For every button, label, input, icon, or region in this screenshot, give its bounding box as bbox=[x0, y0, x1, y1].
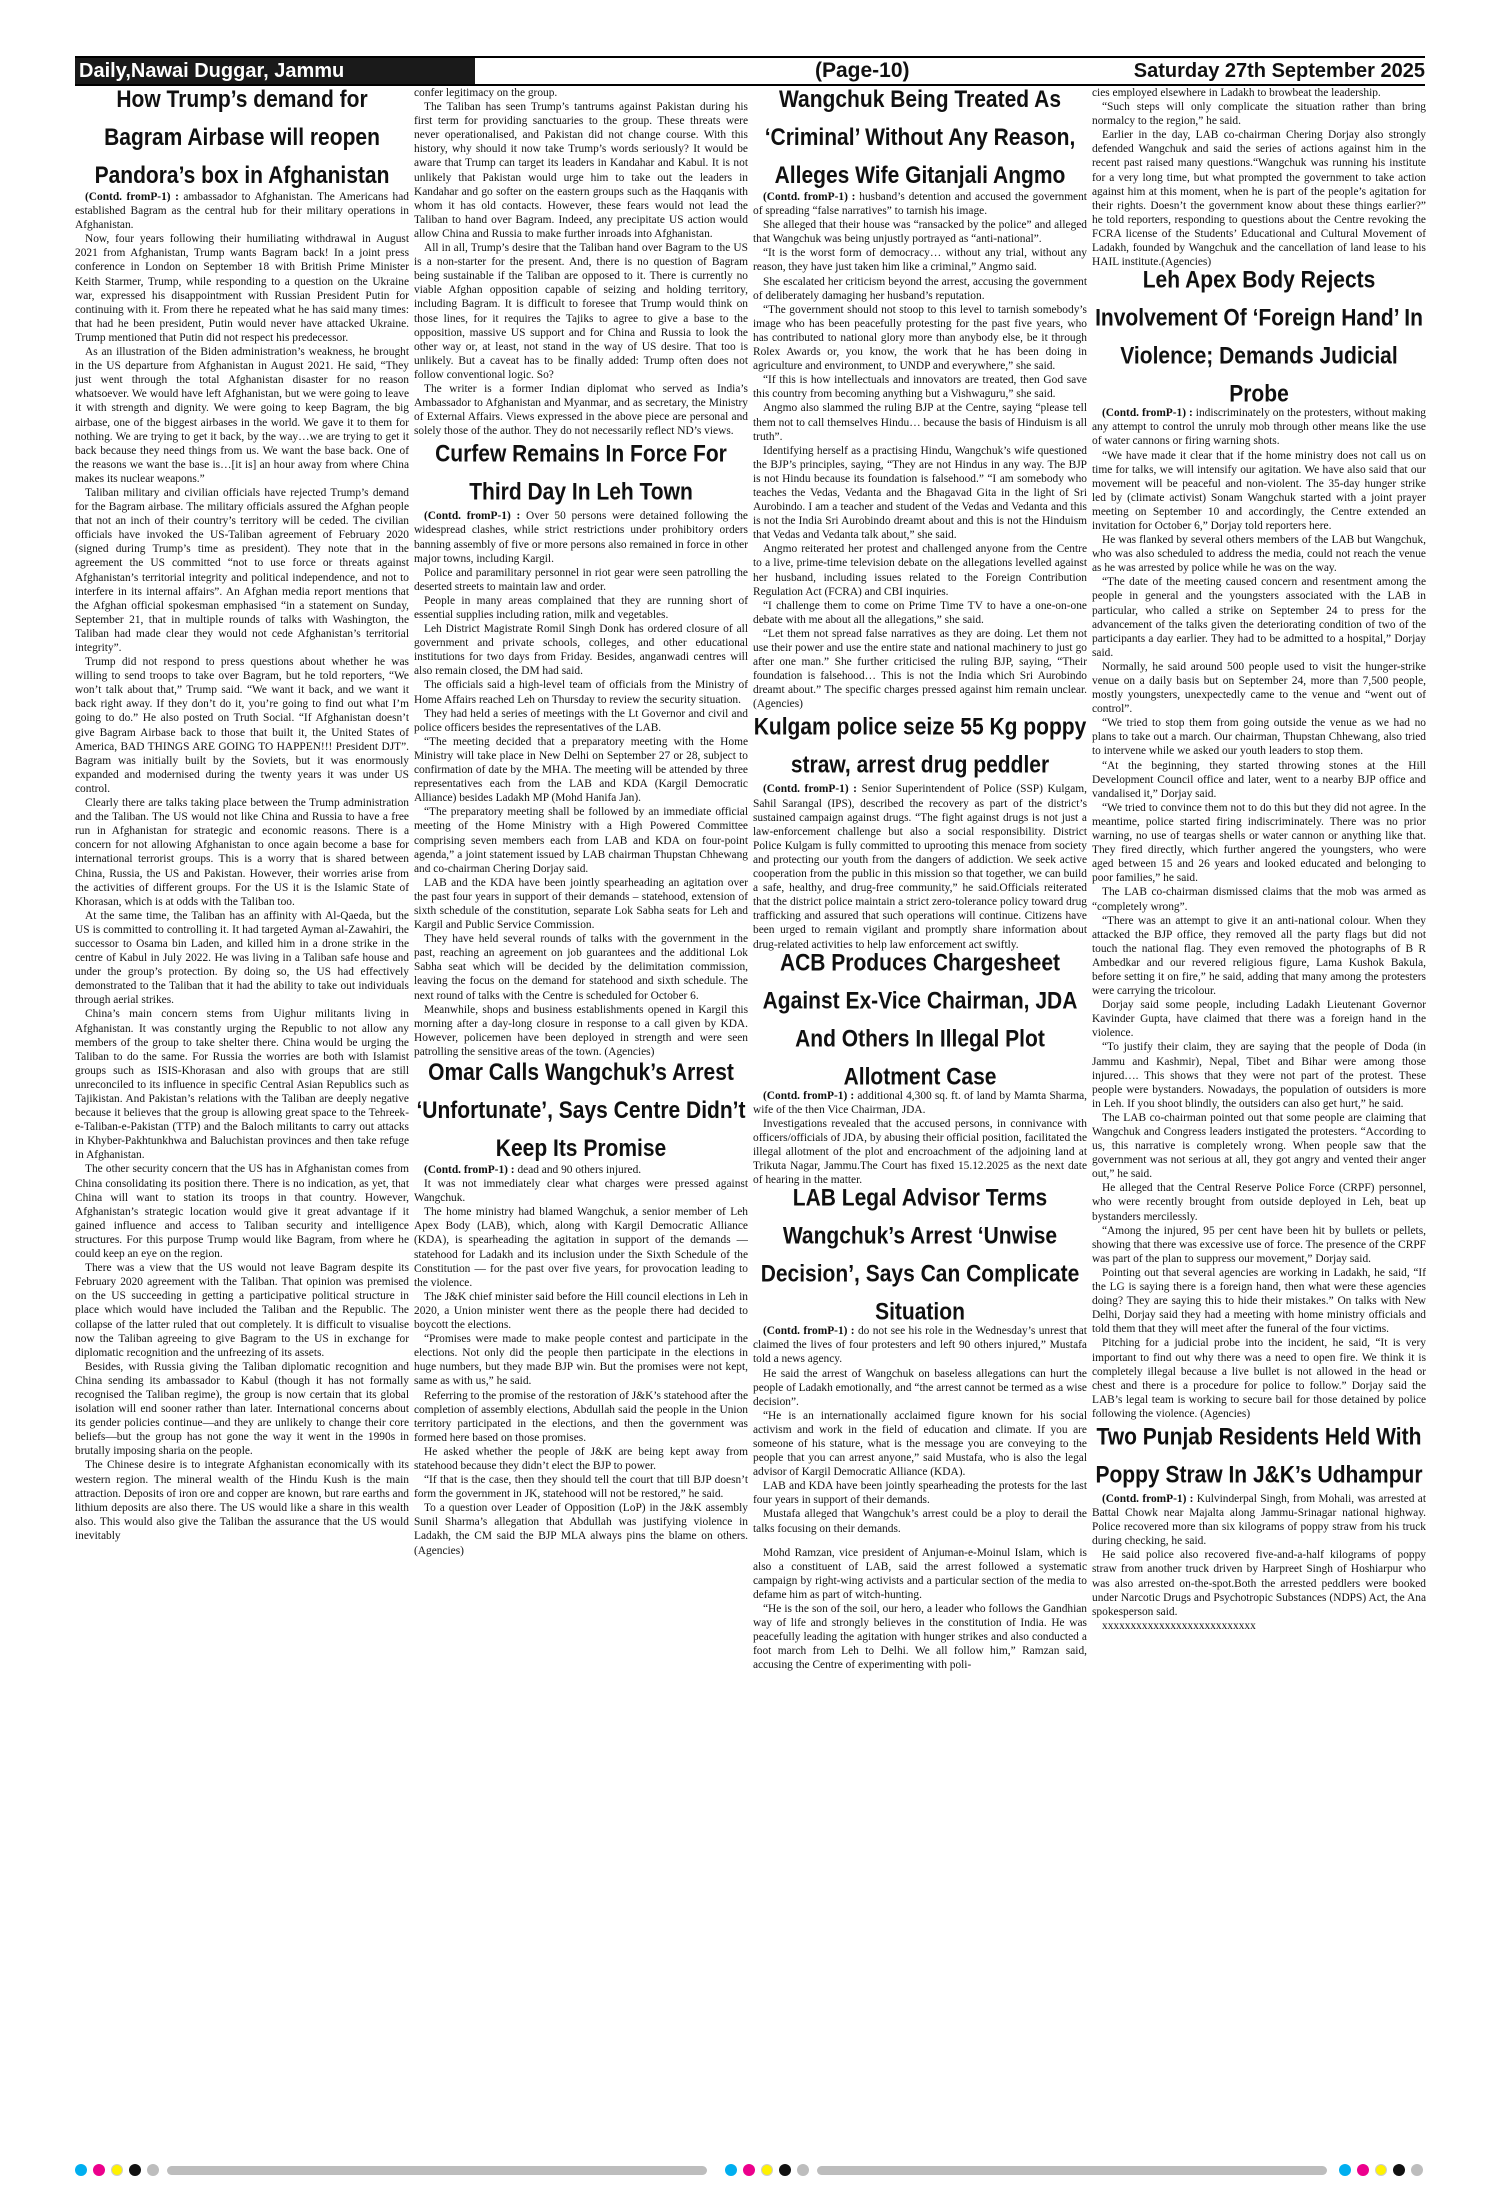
article-paragraph: “He is an internationally acclaimed figure known for his social activism and work in the field of education and climate. If you are someone of his stature, what is the message you are conveying to the people that you can arrest anyone,” said Mustafa, who is also the legal advisor of Kargil Democratic Alliance (KDA). bbox=[753, 1409, 1087, 1479]
article-paragraph: (Contd. fromP-1) : Over 50 persons were detained following the widespread clashes, while strict restrictions under prohibitory orders banning assembly of five or more persons also remained in force in other major towns, including Kargil. bbox=[414, 510, 748, 565]
article-paragraph: She escalated her criticism beyond the arrest, accusing the government of deliberately damaging her husband’s reputation. bbox=[753, 275, 1087, 302]
registration-dot bbox=[129, 2164, 141, 2176]
registration-dot bbox=[1357, 2164, 1369, 2176]
article-paragraph: Taliban military and civilian officials have rejected Trump’s demand for the Bagram airbase. The military officials assured the Afghan people that not an inch of their country’s territory will be ceded. The civilian officials have invoked the US-Taliban agreement of February 2020 (signed during Trump’s time as president). They note that in the agreement the US committed “not to use force or threats against Afghanistan’s territorial integrity and political independence, and not to interfere in its internal affairs”. An Afghan media report mentions that the Afghan official spokesman emphasised “in a statement on Sunday, September 21, that in multiple rounds of talks with Washington, the Taliban had made clear they would not cede Afghanistan’s territorial integrity”. bbox=[75, 486, 409, 654]
article-paragraph: Investigations revealed that the accused persons, in connivance with officers/officials of JDA, by abusing their official position, facilitated the illegal allotment of the plot and encroachment of the adjoining land at Trikuta Nagar, Jammu.The Court has fixed 15.12.2025 as the next date of hearing in the matter. bbox=[753, 1117, 1087, 1187]
registration-dot bbox=[797, 2164, 809, 2176]
headline-lab-legal: LAB Legal Advisor Terms Wangchuk’s Arrest ‘Unwise Decision’, Says Can Complicate Situation bbox=[760, 1185, 1080, 1326]
article-paragraph: The Taliban has seen Trump’s tantrums against Pakistan during his first term for providing sanctuaries to the group. These threats were never operationalised, and Pakistan did not change course. With this history, why should it now take Trump’s words seriously? It would be aware that Trump can target its leaders in Kandahar and Kabul. It is not unlikely that Pakistan would urge him to take out the leaders in Kandahar and go softer on the eastern groups such as the Haqqanis with whom it has old contacts. However, these fears would not lead the Taliban to hand over Bagram. Indeed, any precipitate US action would allow China and Russia to make further inroads into Afghanistan. bbox=[414, 101, 748, 240]
headline-acb: ACB Produces Chargesheet Against Ex-Vice Chairman, JDA And Others In Illegal Plot Allotment Case bbox=[762, 949, 1078, 1090]
article-paragraph: To a question over Leader of Opposition (LoP) in the J&K assembly Sunil Sharma’s allegation that Abdullah was justifying violence in Ladakh, the CM said the BJP MLA always pins the blame on others. (Agencies) bbox=[414, 1502, 748, 1557]
column-1 bbox=[75, 86, 409, 2146]
column-2 bbox=[414, 86, 748, 2146]
article-paragraph: Normally, he said around 500 people used to visit the hunger-strike venue on a daily basis but on September 24, more than 7,500 people, mostly youngsters, unexpectedly came to the venue and “went out of control”. bbox=[1092, 660, 1426, 716]
headline-curfew: Curfew Remains In Force For Third Day In Leh Town bbox=[435, 441, 727, 506]
article-paragraph: “Promises were made to make people contest and participate in the elections. Not only did the people then participate in the elections in huge numbers, but they made BJP win. But the promises were not kept, same as with us,” he said. bbox=[414, 1333, 748, 1388]
article-paragraph: “The date of the meeting caused concern and resentment among the people in general and the youngsters associated with the LAB in particular, who called a strike on September 24 to press for the advancement of the talks given the deteriorating condition of two of the participants a day earlier. They had to be admitted to a hospital,” Dorjay said. bbox=[1092, 576, 1426, 659]
contd-label: (Contd. fromP-1) : bbox=[763, 1325, 855, 1338]
registration-dot bbox=[93, 2164, 105, 2176]
article-paragraph: Police and paramilitary personnel in riot gear were seen patrolling the deserted streets to maintain law and order. bbox=[414, 566, 748, 593]
article-paragraph: Identifying herself as a practising Hindu, Wangchuk’s wife questioned the BJP’s principles, saying, “They are not Hindus in any way. The BJP is not Hindu because its foundation is falsehood.” “I am somebody who teaches the Vedas, Vedanta and the Bhagavad Gita in the light of Sri Aurobindo. I am a teacher and student of the Vedas and Vedanta and this is not the India Sri Aurobindo dreamt about and this is not the Hinduism that Vedas and Vedanta talk about,” she said. bbox=[753, 444, 1087, 542]
headline-kulgam: Kulgam police seize 55 Kg poppy straw, arrest drug peddler bbox=[753, 714, 1087, 779]
headline-punjab-residents: Two Punjab Residents Held With Poppy Straw In J&K’s Udhampur bbox=[1095, 1423, 1423, 1489]
article-paragraph: “We tried to convince them not to do this but they did not agree. In the meantime, police started firing indiscriminately. There was no prior warning, no use of teargas shells or water cannon or anything like that. They fired directly, which further angered the youngsters, who were aged between 15 and 26 years and looked educated and belonging to poor families,” he said. bbox=[1092, 801, 1426, 885]
registration-dot bbox=[779, 2164, 791, 2176]
headline-bagram: How Trump’s demand for Bagram Airbase will reopen Pandora’s box in Afghanistan bbox=[94, 86, 390, 189]
article-paragraph: “At the beginning, they started throwing stones at the Hill Development Council office and later, went to a nearby BJP office and vandalised it,” Dorjay said. bbox=[1092, 759, 1426, 800]
article-paragraph: Leh District Magistrate Romil Singh Donk has ordered closure of all government and private schools, colleges, and other educational institutions for two days from Friday. Besides, anganwadi centres will also remain closed, the DM had said. bbox=[414, 623, 748, 678]
masthead-paper-name: Daily,Nawai Duggar, Jammu bbox=[75, 58, 475, 84]
article-paragraph: cies employed elsewhere in Ladakh to browbeat the leadership. bbox=[1092, 87, 1381, 99]
article-paragraph: The LAB co-chairman dismissed claims that the mob was armed as “completely wrong”. bbox=[1092, 886, 1426, 913]
article-paragraph: “We have made it clear that if the home ministry does not call us on time for talks, we will intensify our agitation. We have also said that our movement will be peaceful and non-violent. The 35-day hunger strike led by (climate activist) Sonam Wangchuk started with a joint prayer meeting on September 10 and accordingly, the Centre extended an invitation for October 6,” Dorjay told reporters here. bbox=[1092, 449, 1426, 532]
article-paragraph: She alleged that their house was “ransacked by the police” and alleged that Wangchuk was being unjustly portrayed as “anti-national”. bbox=[753, 219, 1087, 246]
article-paragraph: It was not immediately clear what charges were pressed against Wangchuk. bbox=[414, 1178, 748, 1205]
print-registration-bar bbox=[75, 2160, 1425, 2180]
article-paragraph: The LAB co-chairman pointed out that some people are claiming that Wangchuk and Congress leaders instigated the protesters. “According to us, this narrative is completely wrong. When people saw that the government was not serious at all, they got angry and vented their anger out,” he said. bbox=[1092, 1111, 1426, 1181]
article-paragraph: (Contd. fromP-1) : Kulvinderpal Singh, from Mohali, was arrested at Battal Chowk near Majalta along Jammu-Srinagar national highway. Police recovered more than six kilograms of poppy straw from his truck during checking, he said. bbox=[1092, 1492, 1426, 1548]
article-paragraph: Angmo also slammed the ruling BJP at the Centre, saying “please tell them not to call themselves Hindu… because the basis of Hinduism is all truth”. bbox=[753, 402, 1087, 443]
article-paragraph: Trump did not respond to press questions about whether he was willing to send troops to take over Bagram, but he told reporters, “We won’t talk about that,” Trump said. “We want it back, and we want it back right away. If they don’t do it, you’re going to find out what I’m going to do.” He also posted on Truth Social. “If Afghanistan doesn’t give Bagram Airbase back to those that built it, the United States of America, BAD THINGS ARE GOING TO HAPPEN!!! President DJT”. Bagram was initially built by the Soviets, but it was enormously expanded and modernised during the twenty years it was under US control. bbox=[75, 656, 409, 795]
article-paragraph: Mohd Ramzan, vice president of Anjuman-e-Moinul Islam, which is also a constituent of LAB, said the arrest followed a systematic campaign by right-wing activists and a particular section of the media to defame him as part of witch-hunting. bbox=[753, 1546, 1087, 1601]
headline-omar: Omar Calls Wangchuk’s Arrest ‘Unfortunate’, Says Centre Didn’t Keep Its Promise bbox=[416, 1059, 746, 1162]
registration-dot bbox=[1411, 2164, 1423, 2176]
article-paragraph: There was a view that the US would not leave Bagram despite its February 2020 agreement with the Taliban. That opinion was premised on the US succeeding in getting a participative political structure in place which would have included the Taliban and the Republic. The collapse of the latter ruled that out completely. It is difficult to visualise now the Taliban agreeing to give Bagram to the US in exchange for diplomatic recognition and the unfreezing of its assets. bbox=[75, 1262, 409, 1359]
article-paragraph: “Such steps will only complicate the situation rather than bring normalcy to the region,” he said. bbox=[1092, 101, 1426, 128]
masthead bbox=[75, 56, 1425, 86]
article-paragraph: confer legitimacy on the group. bbox=[414, 87, 558, 99]
article-paragraph: The writer is a former Indian diplomat who served as India’s Ambassador to Afghanistan and Myanmar, and as secretary, the Ministry of External Affairs. Views expressed in the above piece are personal and solely those of the author. They do not necessarily reflect ND’s views. bbox=[414, 382, 748, 438]
article-paragraph: Earlier in the day, LAB co-chairman Chering Dorjay also strongly defended Wangchuk and said the series of actions against him in the recent past raised many questions.“Wangchuk was running his institute for a very long time, but what prompted the government to take action against him at this moment, when he is part of the people’s agitation for their rights. Doesn’t the government know about these things earlier?” he told reporters, responding to questions about the Centre revoking the FCRA license of the Students’ Educational and Cultural Movement of Ladakh, founded by Wangchuk and the cancellation of land lease to his HAIL institute.(Agencies) bbox=[1092, 129, 1426, 269]
article-paragraph: Dorjay said some people, including Ladakh Lieutenant Governor Kavinder Gupta, have claimed that there was a foreign hand in the violence. bbox=[1092, 999, 1426, 1040]
registration-bar bbox=[167, 2166, 707, 2175]
article-paragraph: As an illustration of the Biden administration’s weakness, he brought in the US departure from Afghanistan in August 2021. He said, “They just went through the total Afghanistan disaster for no reason whatsoever. We would have left Afghanistan, but we were going to leave it with strength and dignity. We were going to keep Bagram, the big airbase, one of the biggest airbases in the world. We gave it to them for nothing. We are trying to get it back, by the way…we are trying to get it back because they need things from us. We want the base back. One of the reasons we want the base is…[it is] an hour away from where China makes its nuclear weapons.” bbox=[75, 346, 409, 485]
article-paragraph: “I challenge them to come on Prime Time TV to have a one-on-one debate with me about all the allegations,” she said. bbox=[753, 599, 1087, 626]
article-paragraph: Meanwhile, shops and business establishments opened in Kargil this morning after a day-long closure in response to a call given by KDA. However, policemen have been deployed in strength and were seen patrolling the sensitive areas of the town. (Agencies) bbox=[414, 1003, 748, 1058]
article-paragraph: He said police also recovered five-and-a-half kilograms of poppy straw from another truck driven by Harpreet Singh of Hoshiarpur who was also arrested on-the-spot.Both the arrested peddlers were booked under Narcotic Drugs and Psychotropic Substances (NDPS) Act, the Ana spokesperson said. bbox=[1092, 1549, 1426, 1618]
article-paragraph: He asked whether the people of J&K are being kept away from statehood because they didn’t elect the BJP to power. bbox=[414, 1445, 748, 1472]
article-paragraph: “There was an attempt to give it an anti-national colour. When they attacked the BJP office, they removed all the party flags but did not touch the national flag. They even removed the photographs of B R Ambedkar and our revered religious figure, Lama Kushok Bakula, before setting it on fire,” he said, adding that many among the protesters were carrying the tricolour. bbox=[1092, 914, 1426, 998]
article-paragraph: He said the arrest of Wangchuk on baseless allegations can hurt the people of Ladakh emotionally, and “the arrest cannot be termed as a wise decision”. bbox=[753, 1367, 1087, 1408]
article-paragraph: Clearly there are talks taking place between the Trump administration and the Taliban. The US would not like China and Russia to have a free run in Afghanistan for strategic and economic reasons. There is a concern for not allowing Afghanistan to once again become a base for international terrorist groups. This is a worry that is shared between China, Russia, the US and Pakistan. However, their worries arise from the activities of different groups. For the US it is the Islamic State of Khorasan, which is at odds with the Taliban too. bbox=[75, 797, 409, 908]
article-paragraph: “We tried to stop them from going outside the venue as we had no plans to take out a march. Our chairman, Thupstan Chhewang, also tried to intervene while we asked our youth leaders to stop them. bbox=[1092, 717, 1426, 758]
article-paragraph: (Contd. fromP-1) : indiscriminately on the protesters, without making any attempt to control the unruly mob through other means like the use of water cannons or firing warning shots. bbox=[1092, 407, 1426, 448]
article-paragraph: “If this is how intellectuals and innovators are treated, then God save this country from becoming anything but a Vishwaguru,” she said. bbox=[753, 374, 1087, 401]
article-paragraph: “To justify their claim, they are saying that the people of Doda (in Jammu and Kashmir), Nepal, Tibet and Bihar were among those injured…. This shows that they were not part of the protest. These people were bystanders. Nowadays, the population of outsiders is more in Leh. If you shoot blindly, the outsiders can also get hurt,” he said. bbox=[1092, 1041, 1426, 1110]
column-3 bbox=[753, 86, 1087, 2146]
contd-label: (Contd. fromP-1) : bbox=[763, 191, 856, 203]
contd-label: (Contd. fromP-1) : bbox=[85, 191, 179, 203]
registration-dot bbox=[75, 2164, 87, 2176]
contd-label: (Contd. fromP-1) : bbox=[1102, 1492, 1194, 1505]
column-4 bbox=[1092, 86, 1426, 2146]
article-paragraph: “If that is the case, then they should tell the court that till BJP doesn’t form the government in JK, statehood will not be restored,” he said. bbox=[414, 1474, 748, 1501]
article-paragraph: The officials said a high-level team of officials from the Ministry of Home Affairs reached Leh on Thursday to review the security situation. bbox=[414, 679, 748, 706]
article-paragraph: China’s main concern stems from Uighur militants living in Afghanistan. It was constantly urging the Republic to not allow any members of the group to take shelter there. China would be urging the Taliban to do the same. For Russia the worries are both with Islamist groups such as ISIS-Khorasan and also with groups that are still unreconciled to its influence in specific Central Asian Republics such as Tajikistan. And Pakistan’s relations with the Taliban are deeply negative because it believes that the group is allowing great space to the Tehreek-e-Taliban-e-Pakistan (TTP) and the Baloch militants to carry out attacks in Khyber-Pakhtunkhwa and Baluchistan provinces and then take refuge in Afghanistan. bbox=[75, 1008, 409, 1162]
article-paragraph: (Contd. fromP-1) : husband’s detention and accused the government of spreading “false narratives” to tarnish his image. bbox=[753, 191, 1087, 218]
article-paragraph: “Let them not spread false narratives as they are doing. Let them not use their power and use the entire state and national machinery to just go after one man.” She further criticised the ruling BJP, saying, “Their foundation is falsehood… This is not the India which Sri Aurobindo dreamt about.” The specific charges pressed against him remain unclear. (Agencies) bbox=[753, 627, 1087, 711]
headline-wangchuk-wife: Wangchuk Being Treated As ‘Criminal’ Without Any Reason, Alleges Wife Gitanjali Angmo bbox=[764, 86, 1076, 189]
article-paragraph: The Chinese desire is to integrate Afghanistan economically with its western region. The mineral wealth of the Hindu Kush is the main attraction. Deposits of iron ore and copper are known, but rare earths and lithium deposits are also there. The US would like a share in this wealth also. This would also give the Taliban the assurance that the US would inevitably bbox=[75, 1459, 409, 1542]
article-paragraph: (Contd. fromP-1) : dead and 90 others injured. bbox=[424, 1164, 642, 1176]
separator-line: xxxxxxxxxxxxxxxxxxxxxxxxxxx bbox=[1102, 1619, 1256, 1632]
article-paragraph: (Contd. fromP-1) : additional 4,300 sq. ft. of land by Mamta Sharma, wife of the then Vice Chairman, JDA. bbox=[753, 1089, 1087, 1116]
article-paragraph: (Contd. fromP-1) : Senior Superintendent of Police (SSP) Kulgam, Sahil Sarangal (IPS), described the recovery as part of the district’s sustained campaign against drugs. “The fight against drugs is not just a law-enforcement challenge but also a social responsibility. District Police Kulgam is fully committed to uprooting this menace from society and protecting our youth from the dangers of addiction. We seek active cooperation from the public in this mission so that together, we can build a safe, healthy, and drug-free community,” he said.Officials reiterated that the district police maintain a strict zero-tolerance policy toward drug trafficking and assured that such operations will continue. Citizens have been urged to remain vigilant and promptly share information about drug-related activities to help law enforcement act swiftly. bbox=[753, 783, 1087, 951]
article-paragraph: The J&K chief minister said before the Hill council elections in Leh in 2020, a Union minister went there as the people there had decided to boycott the elections. bbox=[414, 1290, 748, 1332]
article-paragraph: LAB and KDA have been jointly spearheading the protests for the last four years in support of their demands. bbox=[753, 1480, 1087, 1507]
article-paragraph: “It is the worst form of democracy… without any trial, without any reason, they have just taken him like a criminal,” Angmo said. bbox=[753, 247, 1087, 274]
registration-dot bbox=[1375, 2164, 1387, 2176]
article-paragraph: He was flanked by several others members of the LAB but Wangchuk, who was also scheduled to address the media, could not reach the venue as he was arrested by police while he was on the way. bbox=[1092, 534, 1426, 575]
registration-dot bbox=[761, 2164, 773, 2176]
registration-dot bbox=[1393, 2164, 1405, 2176]
masthead-date: Saturday 27th September 2025 bbox=[1133, 60, 1425, 82]
article-paragraph: “Among the injured, 95 per cent have been hit by bullets or pellets, showing that there was excessive use of force. The presence of the CRPF was part of the plan to suppress our movement,” Dorjay said. bbox=[1092, 1224, 1426, 1265]
contd-label: (Contd. fromP-1) : bbox=[763, 783, 857, 796]
registration-dot bbox=[725, 2164, 737, 2176]
article-paragraph: Besides, with Russia giving the Taliban diplomatic recognition and China sending its ambassador to Kabul (though it has not formally recognised the Taliban regime), the group is now certain that its global isolation will end sooner rather than later. International concerns about its gender policies continue—and they are unlikely to change their core beliefs—but the group has not gone the way it went in the 1990s in brutally imposing sharia on the people. bbox=[75, 1360, 409, 1458]
article-paragraph: Referring to the promise of the restoration of J&K’s statehood after the completion of assembly elections, Abdullah said the people in the Union territory participated in the elections, and then the government was formed here based on those promises. bbox=[414, 1389, 748, 1444]
registration-dot bbox=[147, 2164, 159, 2176]
article-paragraph: Now, four years following their humiliating withdrawal in August 2021 from Afghanistan, Trump wants Bagram back! In a joint press conference in London on September 18 with British Prime Minister Keith Starmer, Trump, while responding to a question on the Ukraine war, expressed his disappointment with Russian President Putin for continuing with it. From there he repeated what he has said many times: that had he been president, Putin would never have attacked Ukraine. Trump mentioned that Putin did not respect his predecessor. bbox=[75, 233, 409, 344]
article-paragraph: Pointing out that several agencies are working in Ladakh, he said, “If the LG is saying there is a foreign hand, then what were these agencies doing? They are saying this to hide their mistakes.” On talks with New Delhi, Dorjay said they had a meeting with home ministry officials and told them that they will meet after the funeral of the four victims. bbox=[1092, 1266, 1426, 1336]
masthead-page-number: (Page-10) bbox=[815, 59, 910, 82]
registration-dot bbox=[743, 2164, 755, 2176]
registration-bar bbox=[817, 2166, 1327, 2175]
article-paragraph: (Contd. fromP-1) : do not see his role in the Wednesday’s unrest that claimed the lives of four protesters and left 90 others injured,” Mustafa told a news agency. bbox=[753, 1325, 1087, 1366]
article-paragraph: Pitching for a judicial probe into the incident, he said, “It is very important to find out why there was a need to open fire. We think it is completely illegal because a live bullet is not allowed in the head or chest and there is a procedure for police to follow.” Dorjay said the LAB’s legal team is working to secure bail for those detained by police following the violence. (Agencies) bbox=[1092, 1337, 1426, 1420]
registration-dot bbox=[1339, 2164, 1351, 2176]
contd-label: (Contd. fromP-1) : bbox=[424, 510, 521, 523]
article-paragraph: The other security concern that the US has in Afghanistan comes from China consolidating its position there. There is no indication, as yet, that China will want to station its troops in that country. However, Afghanistan’s strategic location would give it great advantage if it gained influence and access to Taliban security and intelligence structures. For this purpose Trump would like Bagram, from where he could keep an eye on the region. bbox=[75, 1163, 409, 1261]
article-paragraph: “The meeting decided that a preparatory meeting with the Home Ministry will take place in New Delhi on September 27 or 28, subject to confirmation of date by the MHA. The meeting will be attended by three representatives each from the LAB and KDA (Kargil Democratic Alliance) besides Ladakh MP (Mohd Hanifa Jan). bbox=[414, 735, 748, 805]
headline-leh-apex: Leh Apex Body Rejects Involvement Of ‘Foreign Hand’ In Violence; Demands Judicial Probe bbox=[1095, 267, 1423, 408]
article-paragraph: (Contd. fromP-1) : ambassador to Afghanistan. The Americans had established Bagram as the central hub for their military operations in Afghanistan. bbox=[75, 191, 409, 232]
article-paragraph: The home ministry had blamed Wangchuk, a senior member of Leh Apex Body (LAB), which, along with Kargil Democratic Alliance (KDA), is spearheading the agitation in support of the demands — statehood for Ladakh and its inclusion under the Sixth Schedule of the Constitution — for the past over five years, for provocation leading to the violence. bbox=[414, 1206, 748, 1289]
article-paragraph: He alleged that the Central Reserve Police Force (CRPF) personnel, who were recently brought from outside deployed in Leh, beat up bystanders mercilessly. bbox=[1092, 1182, 1426, 1223]
contd-label: (Contd. fromP-1) : bbox=[1102, 407, 1193, 420]
registration-dot bbox=[111, 2164, 123, 2176]
article-paragraph: Mustafa alleged that Wangchuk’s arrest could be a ploy to derail the talks focusing on their demands. bbox=[753, 1508, 1087, 1535]
article-paragraph: “The preparatory meeting shall be followed by an immediate official meeting of the Home Ministry with a High Powered Committee comprising seven members each from LAB and KDA on four-point agenda,” a joint statement issued by LAB chairman Thupstan Chhewang and co-chairman Chering Dorjay said. bbox=[414, 806, 748, 875]
article-paragraph: At the same time, the Taliban has an affinity with Al-Qaeda, but the US is committed to controlling it. It had targeted Ayman al-Zawahiri, the successor to Osama bin Laden, and killed him in a drone strike in the centre of Kabul in July 2022. He was living in a Taliban safe house and under the group’s protection. By doing so, the US had effectively demonstrated to the Taliban that it had the ability to take out individuals through aerial strikes. bbox=[75, 909, 409, 1007]
article-paragraph: They had held a series of meetings with the Lt Governor and civil and police officers besides the representatives of the LAB. bbox=[414, 707, 748, 734]
contd-label: (Contd. fromP-1) : bbox=[763, 1089, 855, 1102]
article-paragraph: “The government should not stoop to this level to tarnish somebody’s image who has been peacefully protesting for the past five years, who has contributed to national glory more than anybody else, be it through Rolex Awards or, you know, the work that he has been doing in agriculture and environment, to UNDP and everywhere,” she said. bbox=[753, 303, 1087, 373]
article-paragraph: People in many areas complained that they are running short of essential supplies including ration, milk and vegetables. bbox=[414, 594, 748, 621]
article-paragraph: LAB and the KDA have been jointly spearheading an agitation over the past four years in support of their demands – statehood, extension of sixth schedule of the constitution, separate Lok Sabha seats for Leh and Kargil and Public Service Commission. bbox=[414, 876, 748, 932]
contd-label: (Contd. fromP-1) : bbox=[424, 1164, 515, 1176]
article-paragraph: “He is the son of the soil, our hero, a leader who follows the Gandhian way of life and strongly believes in the constitution of India. He was peacefully leading the agitation with hunger strikes and also conducted a foot march from Leh to Delhi. We all follow him,” Ramzan said, accusing the Centre of experimenting with poli- bbox=[753, 1603, 1087, 1672]
article-paragraph: Angmo reiterated her protest and challenged anyone from the Centre to a live, prime-time television debate on the allegations levelled against her husband, including issues related to the Foreign Contribution Regulation Act (FCRA) and CBI inquiries. bbox=[753, 543, 1087, 598]
article-paragraph: They have held several rounds of talks with the government in the past, reaching an agreement on job guarantees and the additional Lok Sabha seat which will be decided by the delimitation commission, leaving the focus on the demand for statehood and sixth schedule. The next round of talks with the Centre is scheduled for October 6. bbox=[414, 933, 748, 1002]
article-paragraph: All in all, Trump’s desire that the Taliban hand over Bagram to the US is a non-starter for the present. And, there is no question of Bagram being sustainable if the Taliban are opposed to it. There is currently no viable Afghan opposition capable of seizing and holding territory, including Bagram. It is difficult to foresee that Trump would think on those lines, for it requires the Tajiks to agree to give a base to the opposition, massive US support and for China and Russia to look the other way or, at least, not stand in the way of US desire. That too is unlikely. But a caveat has to be finally added: Trump often does not follow conventional logic. So? bbox=[414, 242, 748, 381]
